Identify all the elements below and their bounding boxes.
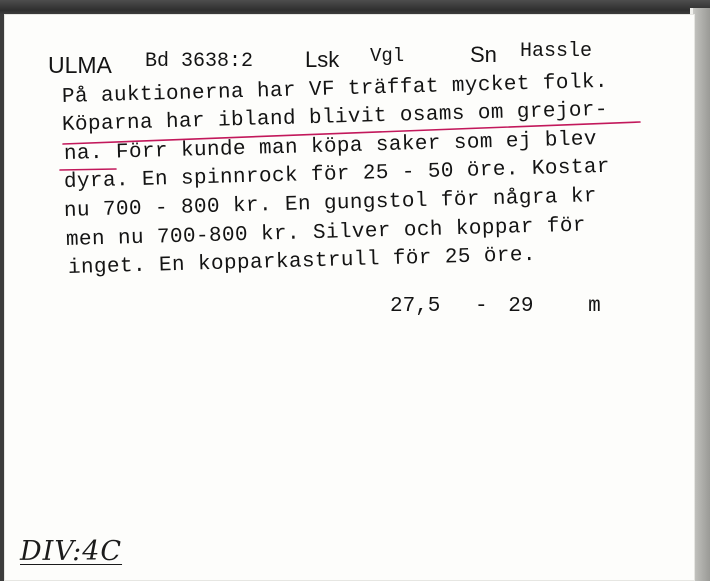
- parish-name: Hassle: [520, 40, 593, 63]
- text-line-7: inget. En kopparkastrull för 25 öre.: [67, 243, 537, 280]
- text-line-4: dyra. En spinnrock för 25 - 50 öre. Kostar: [63, 155, 611, 194]
- text-line-6: men nu 700-800 kr. Silver och koppar för: [65, 214, 587, 252]
- reference-number: Bd 3638:2: [145, 50, 254, 73]
- socken-label: Sn: [470, 42, 497, 67]
- measurement-from: 27,5: [390, 295, 441, 318]
- handwritten-classification: DIV:4C: [20, 536, 123, 567]
- text-line-1: På auktionerna har VF träffat mycket folk.: [61, 70, 609, 109]
- measurement-unit: m: [588, 295, 601, 318]
- text-line-2: Köparna har ibland blivit osams om grejor-: [61, 98, 609, 137]
- text-line-5: nu 700 - 800 kr. En gungstol för några kr: [63, 185, 598, 223]
- measurement-to: 29: [508, 295, 534, 318]
- landskap-label: Lsk: [305, 47, 340, 72]
- landskap-value: Vgl: [370, 45, 405, 67]
- measurement-separator: -: [475, 295, 488, 318]
- archive-label: ULMA: [48, 52, 112, 78]
- measurement-range: [390, 295, 601, 318]
- text-line-3: na. Förr kunde man köpa saker som ej blev: [63, 128, 598, 166]
